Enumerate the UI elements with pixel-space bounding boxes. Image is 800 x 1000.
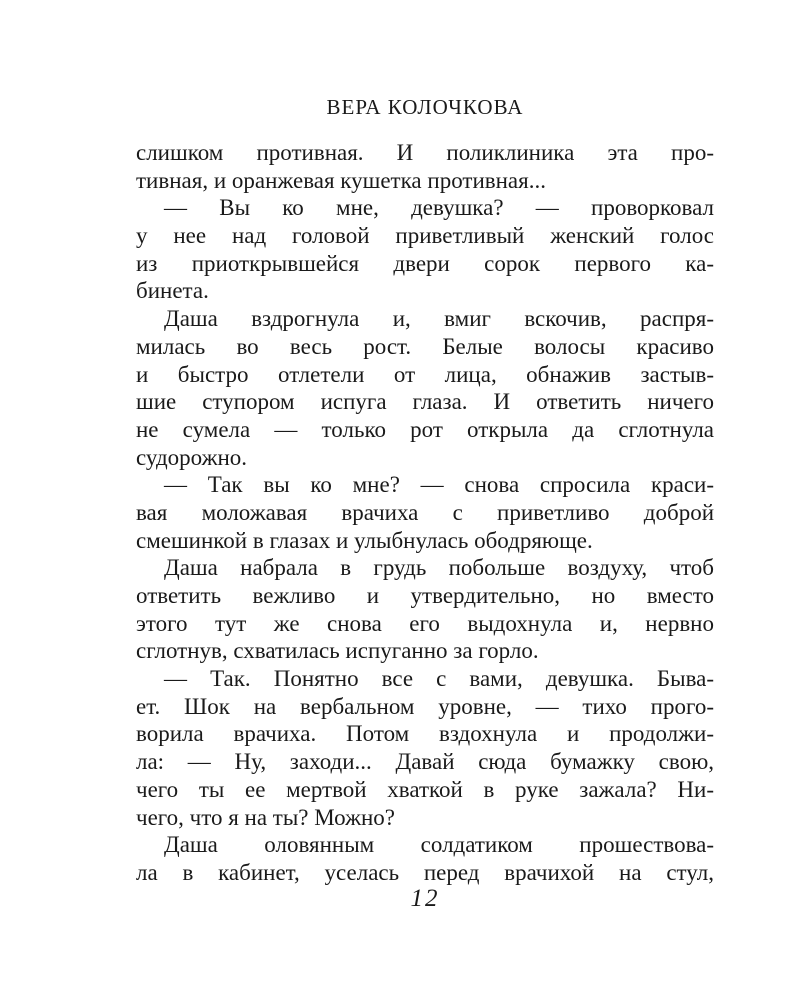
text-line: ворила врачиха. Потом вздохнула и продолжи-: [136, 721, 714, 747]
text-line: — Вы ко мне, девушка? — проворковал: [164, 195, 714, 221]
text-line: ответить вежливо и утвердительно, но вместо: [136, 583, 714, 608]
text-line: ет. Шок на вербальном уровне, — тихо прого-: [136, 693, 714, 719]
text-line: у нее над головой приветливый женский голос: [136, 223, 714, 249]
text-line: этого тут же снова его выдохнула и, нервно: [136, 610, 714, 636]
text-line: и быстро отлетели от лица, обнажив застыв-: [136, 361, 714, 387]
text-line: судорожно.: [136, 444, 248, 470]
book-page: [136, 0, 714, 1000]
text-line: вая моложавая врачиха с приветливо доброй: [136, 499, 714, 525]
text-line: чего, что я на ты? Можно?: [136, 804, 395, 830]
page-number: 12: [410, 885, 440, 912]
text-line: — Так. Понятно все с вами, девушка. Быва-: [164, 666, 714, 692]
text-line: смешинкой в глазах и улыбнулась ободряюще.: [136, 527, 593, 553]
text-line: ла в кабинет, уселась перед врачихой на стул,: [136, 859, 714, 885]
text-line: ла: — Ну, заходи... Давай сюда бумажку свою,: [136, 749, 714, 775]
text-line: не сумела — только рот открыла да сглотнула: [136, 416, 714, 442]
text-line: тивная, и оранжевая кушетка противная...: [136, 167, 546, 193]
text-line: бинета.: [136, 278, 209, 304]
running-head: ВЕРА КОЛОЧКОВА: [326, 95, 524, 119]
text-line: слишком противная. И поликлиника эта про-: [136, 140, 714, 165]
text-line: — Так вы ко мне? — снова спросила краси-: [164, 472, 714, 498]
text-line: чего ты ее мертвой хваткой в руке зажала? Ни-: [136, 776, 714, 802]
text-line: шие ступором испуга глаза. И ответить ничего: [136, 389, 714, 415]
body-text: [136, 139, 714, 887]
text-line: милась во весь рост. Белые волосы красиво: [136, 333, 714, 359]
text-line: Даша набрала в грудь побольше воздуху, чтоб: [164, 555, 714, 581]
text-line: из приоткрывшейся двери сорок первого ка-: [136, 250, 714, 276]
text-line: Даша вздрогнула и, вмиг вскочив, распря-: [164, 306, 714, 332]
text-line: сглотнув, схватилась испуганно за горло.: [136, 638, 539, 664]
text-line: Даша оловянным солдатиком прошествова-: [164, 832, 714, 858]
